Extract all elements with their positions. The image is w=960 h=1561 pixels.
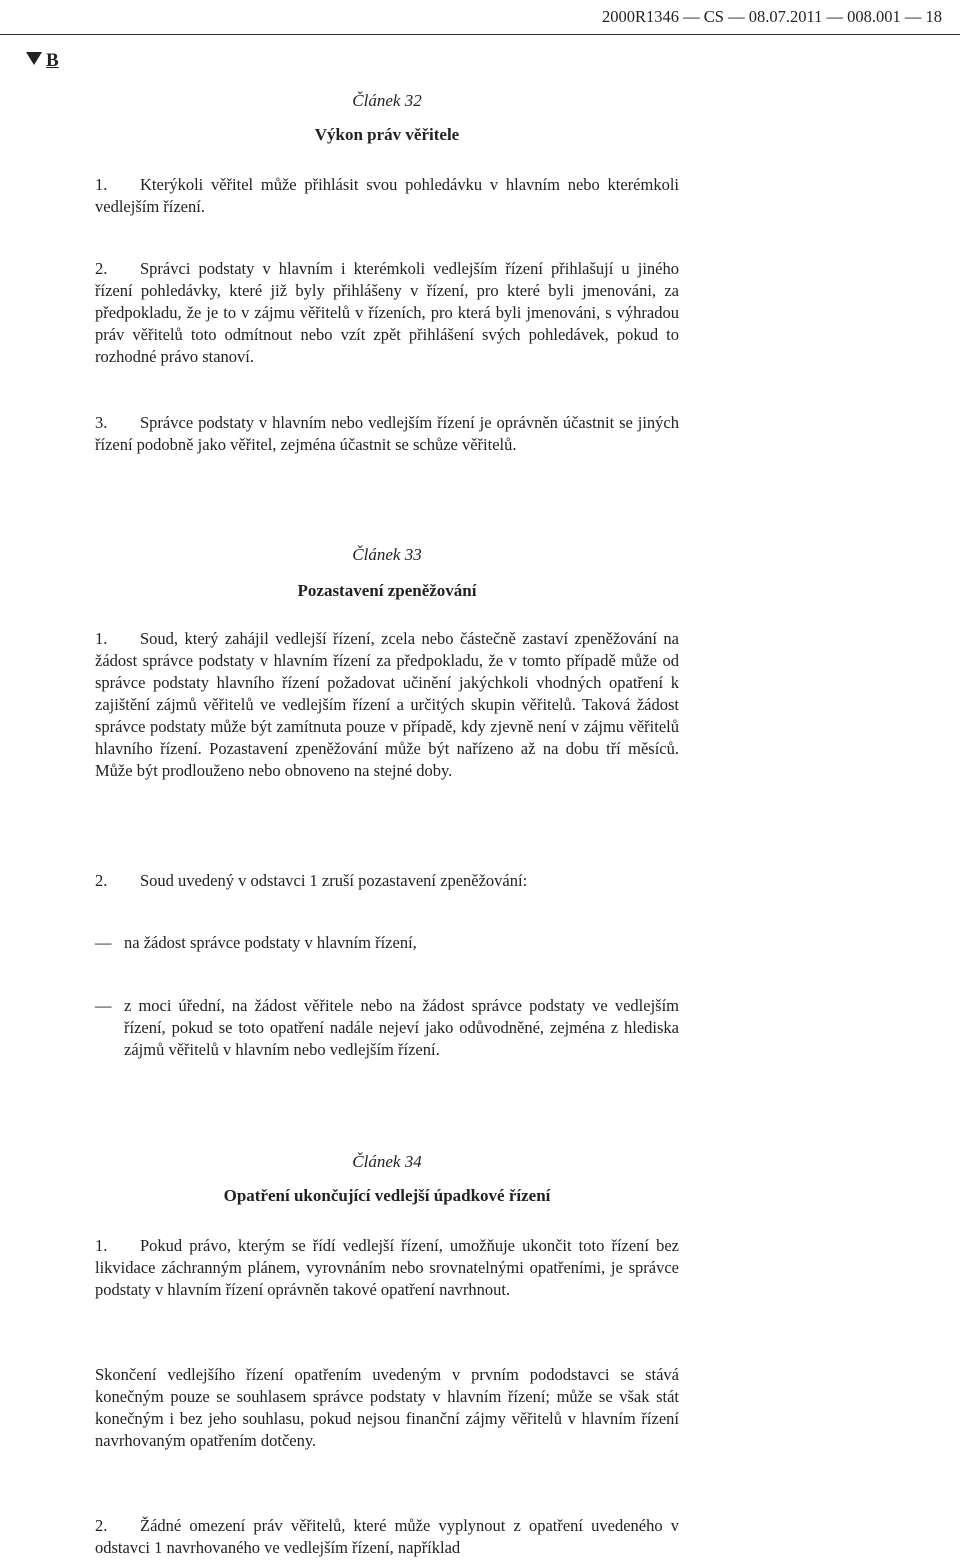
header-divider: [0, 34, 960, 35]
article-33-number: Článek 33: [352, 545, 422, 564]
paragraph-number: 2.: [95, 259, 108, 278]
article-34-subparagraph: [95, 1364, 679, 1452]
paragraph-number: 2.: [95, 1516, 108, 1535]
article-32-title: Výkon práv věřitele: [314, 125, 460, 144]
dash-item-text: z moci úřední, na žádost věřitele nebo na žádost správce podstaty ve vedlejším řízení, pokud se toto opatření nadále nejeví jako odůvodněné, zejména z hlediska zájmů věřitelů v hlavním nebo vedlejším řízení.: [124, 996, 679, 1059]
paragraph-number: 1.: [95, 629, 108, 648]
paragraph-text: Soud uvedený v odstavci 1 zruší pozastavení zpeněžování:: [140, 871, 528, 890]
dash-marker: —: [95, 996, 112, 1015]
paragraph-text: Pokud právo, kterým se řídí vedlejší řízení, umožňuje ukončit toto řízení bez likvidace záchranným plánem, vyrovnáním nebo srovnatelnými opatřeními, je správce podstaty v hlavním řízení oprávněn takové opatření navrhnout.: [95, 1236, 679, 1299]
article-33-paragraph-2: [95, 870, 679, 892]
amendment-marker: [26, 50, 59, 72]
article-32-number: Článek 32: [352, 91, 422, 110]
document-header: [602, 4, 942, 30]
paragraph-text: Skončení vedlejšího řízení opatřením uvedeným v prvním pododstavci se stává konečným pouze se souhlasem správce podstaty v hlavním řízení; může se však stát konečným i bez jeho souhlasu, pokud nejsou finanční zájmy věřitelů v hlavním řízení navrhovaným opatřením dotčeny.: [95, 1365, 679, 1450]
paragraph-number: 1.: [95, 175, 108, 194]
paragraph-text: Správci podstaty v hlavním i kterémkoli vedlejším řízení přihlašují u jiného řízení pohledávky, které již byly přihlášeny v řízení, pro které byli jmenováni, za předpokladu, že je to v zájmu věřitelů v řízeních, pro která byli jmenováni, s výhradou práv věřitelů toto odmítnout nebo vzít zpět přihlášení svých pohledávek, pokud to rozhodné právo stanoví.: [95, 259, 679, 366]
article-32-paragraph-3: [95, 412, 679, 456]
article-34-paragraph-2: [95, 1515, 679, 1559]
paragraph-text: Správce podstaty v hlavním nebo vedlejším řízení je oprávněn účastnit se jiných řízení podobně jako věřitel, zejména účastnit se schůze věřitelů.: [95, 413, 679, 454]
paragraph-text: Soud, který zahájil vedlejší řízení, zcela nebo částečně zastaví zpeněžování na žádost správce podstaty v hlavním řízení za předpokladu, že v tomto případě může od správce podstaty hlavního řízení požadovat učinění jakýchkoli vhodných opatření k zajištění zájmů věřitelů ve vedlejším řízení a určitých skupin věřitelů. Taková žádost správce podstaty může být zamítnuta pouze v případě, kdy zjevně není v zájmu věřitelů hlavního řízení. Pozastavení zpeněžování může být nařízeno až na dobu tří měsíců. Může být prodlouženo nebo obnoveno na stejné doby.: [95, 629, 679, 780]
article-33-paragraph-1: [95, 628, 679, 782]
paragraph-text: Žádné omezení práv věřitelů, které může vyplynout z opatření uvedeného v odstavci 1 navrhovaného ve vedlejším řízení, například: [95, 1516, 679, 1557]
article-32-paragraph-1: [95, 174, 679, 218]
paragraph-number: 3.: [95, 413, 108, 432]
paragraph-number: 1.: [95, 1236, 108, 1255]
article-34-paragraph-1: [95, 1235, 679, 1301]
dash-item-text: na žádost správce podstaty v hlavním řízení,: [124, 933, 417, 952]
article-32-paragraph-2: [95, 258, 679, 368]
article-33-dash-item-2: [95, 995, 679, 1061]
paragraph-text: Kterýkoli věřitel může přihlásit svou pohledávku v hlavním nebo kterémkoli vedlejším řízení.: [95, 175, 679, 216]
document-reference: 2000R1346 — CS — 08.07.2011 — 008.001 — 18: [602, 7, 942, 26]
article-34-number: Článek 34: [352, 1152, 422, 1171]
triangle-down-icon: [26, 52, 42, 65]
article-33-dash-item-1: [95, 932, 679, 954]
article-33-title: Pozastavení zpeněžování: [297, 581, 477, 600]
dash-marker: —: [95, 933, 112, 952]
article-34-title: Opatření ukončující vedlejší úpadkové řízení: [223, 1186, 551, 1205]
amendment-marker-label: B: [46, 50, 59, 71]
paragraph-number: 2.: [95, 871, 108, 890]
